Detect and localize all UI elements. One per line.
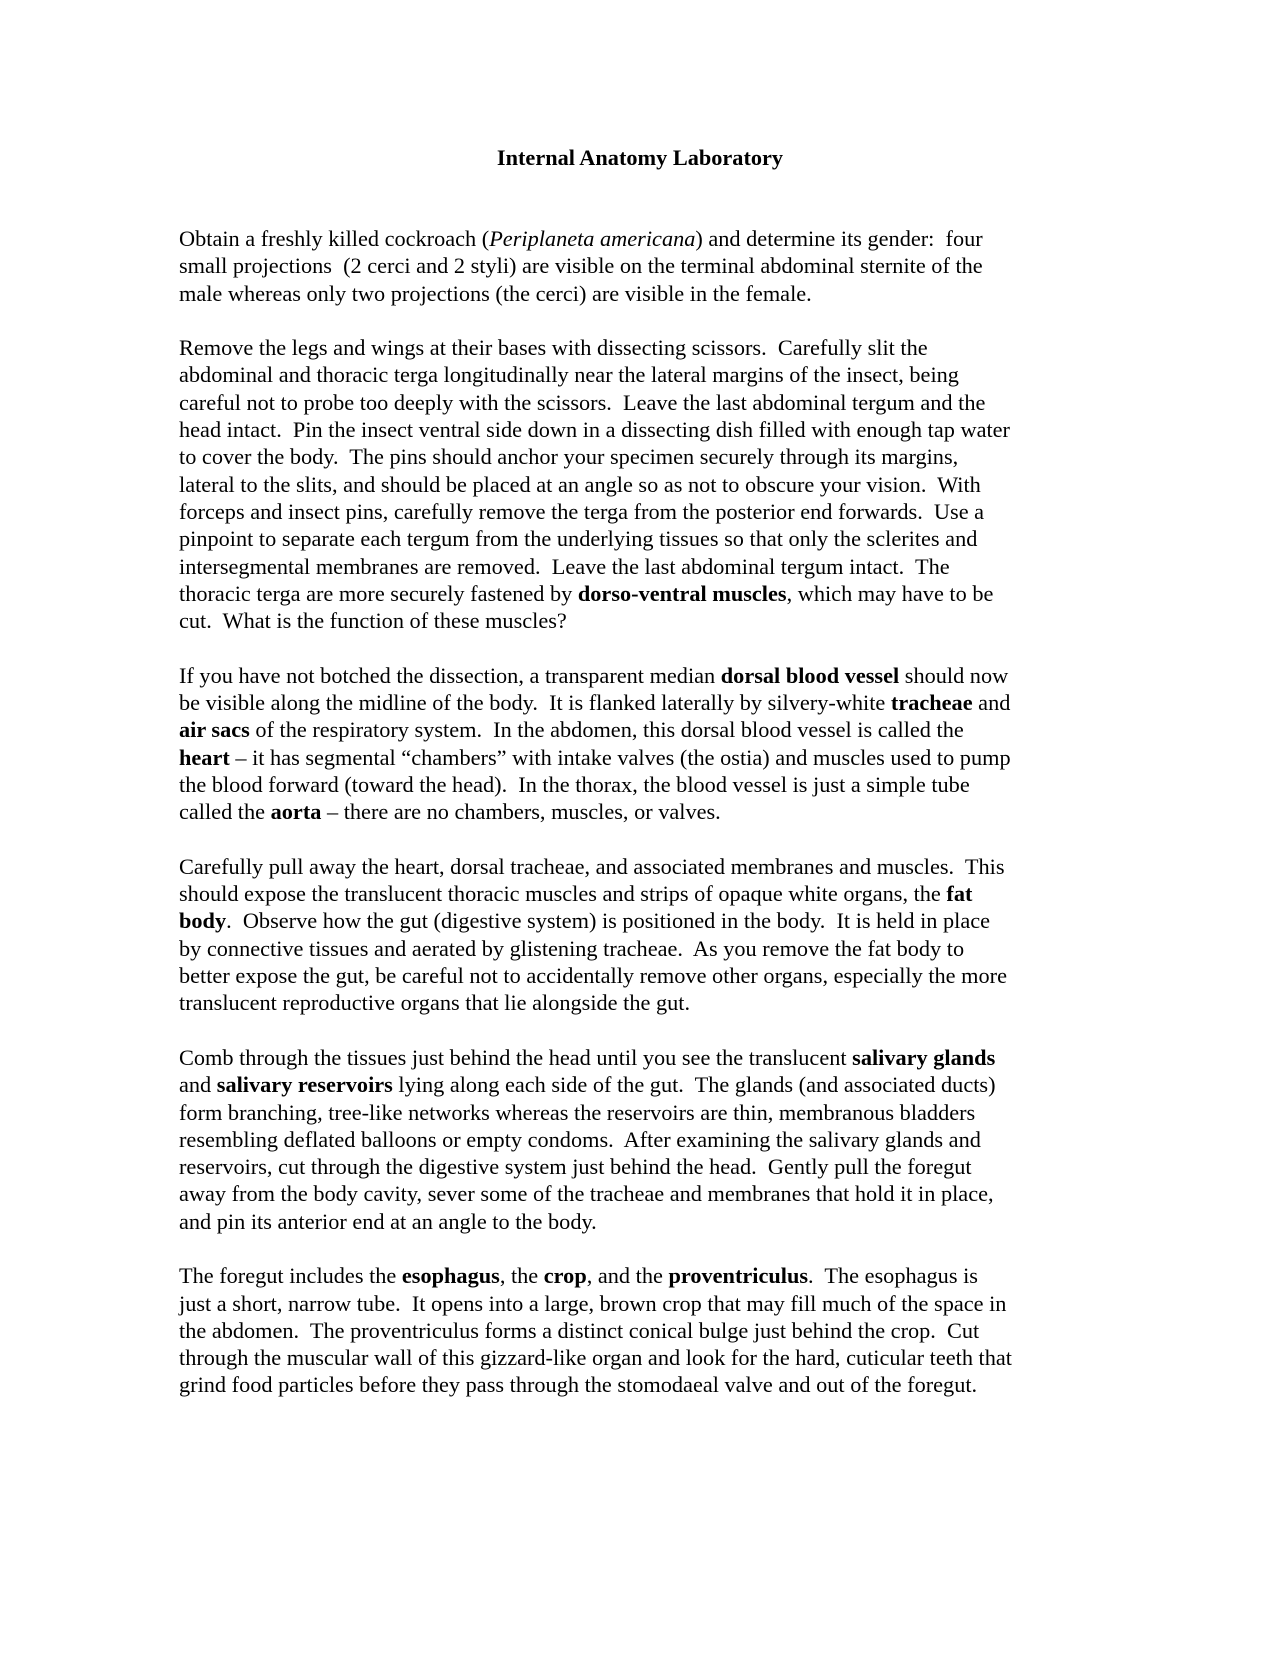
text-run: . Observe how the gut (digestive system) is positioned in the body. It is held in place [226, 908, 991, 934]
text-run: ) and determine its gender: four [695, 226, 983, 251]
document-body [179, 225, 1179, 1426]
text-run: translucent reproductive organs that lie alongside the gut. [179, 990, 691, 1016]
paragraph [179, 225, 1179, 307]
text-line [179, 443, 1179, 470]
bold-term: crop [543, 1263, 587, 1289]
text-run: , the [499, 1263, 544, 1289]
text-run: called the [179, 799, 271, 825]
text-run: should expose the translucent thoracic muscles and strips of opaque white organs, the [179, 881, 947, 907]
text-line [179, 1262, 1179, 1289]
text-run: small projections (2 cerci and 2 styli) are visible on the terminal abdominal sternite of the [179, 253, 983, 279]
text-run: and pin its anterior end at an angle to the body. [179, 1208, 597, 1234]
text-line [179, 1126, 1179, 1153]
bold-term: fat [946, 881, 973, 907]
text-run: resembling deflated balloons or empty condoms. After examining the salivary glands and [179, 1126, 981, 1152]
text-line [179, 553, 1179, 580]
text-run: cut. What is the function of these muscles? [179, 608, 567, 634]
text-run: the abdomen. The proventriculus forms a distinct conical bulge just behind the crop. Cut [179, 1317, 980, 1343]
bold-term: tracheae [890, 690, 973, 716]
text-run: Comb through the tissues just behind the head until you see the translucent [179, 1044, 853, 1070]
text-line [179, 962, 1179, 989]
text-line [179, 798, 1179, 825]
text-line [179, 1371, 1179, 1398]
bold-term: dorso-ventral muscles [577, 580, 787, 606]
bold-term: dorsal blood vessel [720, 662, 900, 688]
text-run: forceps and insect pins, carefully remove the terga from the posterior end forwards. Use a [179, 498, 985, 524]
text-line [179, 252, 1179, 279]
text-run: grind food particles before they pass through the stomodaeal valve and out of the foregut. [179, 1372, 978, 1398]
text-line [179, 1153, 1179, 1180]
text-line [179, 1290, 1179, 1317]
bold-term: body [179, 908, 227, 934]
text-line [179, 225, 1179, 252]
paragraph [179, 1044, 1179, 1235]
text-line [179, 334, 1179, 361]
text-run: through the muscular wall of this gizzard-like organ and look for the hard, cuticular teeth that [179, 1345, 1012, 1371]
text-line [179, 280, 1179, 307]
text-run: Carefully pull away the heart, dorsal tracheae, and associated membranes and muscles. This [179, 853, 1005, 879]
paragraph [179, 662, 1179, 826]
document-title: Internal Anatomy Laboratory [496, 145, 784, 170]
text-line [179, 989, 1179, 1016]
text-line [179, 689, 1179, 716]
text-line [179, 471, 1179, 498]
text-run: of the respiratory system. In the abdomen, this dorsal blood vessel is called the [249, 717, 964, 743]
text-run: better expose the gut, be careful not to accidentally remove other organs, especially the more [179, 963, 1007, 989]
text-run: Remove the legs and wings at their bases with dissecting scissors. Carefully slit the [179, 335, 928, 361]
text-run: and [179, 1072, 217, 1098]
text-run: , and the [586, 1263, 669, 1289]
text-run: pinpoint to separate each tergum from the underlying tissues so that only the sclerites and [179, 526, 978, 552]
bold-term: salivary glands [852, 1044, 996, 1070]
text-line [179, 389, 1179, 416]
text-run: reservoirs, cut through the digestive system just behind the head. Gently pull the foregut [179, 1154, 972, 1180]
text-run: head intact. Pin the insect ventral side down in a dissecting dish filled with enough tap water [179, 417, 1010, 443]
text-run: lateral to the slits, and should be placed at an angle so as not to obscure your vision. With [179, 471, 981, 497]
text-run: , which may have to be [786, 580, 994, 606]
text-line [179, 716, 1179, 743]
paragraph [179, 1262, 1179, 1398]
text-run: If you have not botched the dissection, a transparent median [179, 662, 721, 688]
italic-term: Periplaneta americana [489, 226, 696, 251]
text-run: be visible along the midline of the body. It is flanked laterally by silvery-white [179, 690, 891, 716]
text-line [179, 580, 1179, 607]
text-line [179, 907, 1179, 934]
bold-term: air sacs [179, 717, 250, 743]
text-line [179, 416, 1179, 443]
text-line [179, 1071, 1179, 1098]
text-line [179, 880, 1179, 907]
text-line [179, 361, 1179, 388]
bold-term: aorta [270, 799, 322, 825]
text-line [179, 1208, 1179, 1235]
text-run: just a short, narrow tube. It opens into a large, brown crop that may fill much of the space in [179, 1290, 1007, 1316]
text-run: abdominal and thoracic terga longitudinally near the lateral margins of the insect, being [179, 362, 959, 388]
text-line [179, 853, 1179, 880]
text-run: form branching, tree-like networks whereas the reservoirs are thin, membranous bladders [179, 1099, 976, 1125]
text-run: should now [899, 662, 1009, 688]
text-run: . The esophagus is [808, 1263, 978, 1289]
paragraph [179, 334, 1179, 634]
text-line [179, 498, 1179, 525]
text-line [179, 607, 1179, 634]
text-line [179, 1099, 1179, 1126]
paragraph [179, 853, 1179, 1017]
text-run: intersegmental membranes are removed. Leave the last abdominal tergum intact. The [179, 553, 950, 579]
text-line [179, 525, 1179, 552]
text-line [179, 1317, 1179, 1344]
text-line [179, 662, 1179, 689]
text-line [179, 935, 1179, 962]
text-line [179, 744, 1179, 771]
text-run: Obtain a freshly killed cockroach ( [179, 226, 490, 251]
bold-term: esophagus [401, 1263, 500, 1289]
text-line [179, 1180, 1179, 1207]
text-run: male whereas only two projections (the cerci) are visible in the female. [179, 280, 812, 306]
text-run: careful not to probe too deeply with the scissors. Leave the last abdominal tergum and the [179, 389, 986, 415]
text-run: lying along each side of the gut. The glands (and associated ducts) [392, 1072, 996, 1098]
text-run: the blood forward (toward the head). In the thorax, the blood vessel is just a simple tube [179, 771, 970, 797]
bold-term: heart [179, 744, 230, 770]
text-run: and [972, 690, 1011, 716]
text-run: – there are no chambers, muscles, or valves. [321, 799, 721, 825]
text-run: by connective tissues and aerated by glistening tracheae. As you remove the fat body to [179, 935, 965, 961]
bold-term: proventriculus [668, 1263, 809, 1289]
text-line [179, 1344, 1179, 1371]
text-run: – it has segmental “chambers” with intake valves (the ostia) and muscles used to pump [229, 744, 1011, 770]
text-run: thoracic terga are more securely fastened by [179, 580, 578, 606]
text-run: The foregut includes the [179, 1263, 402, 1289]
text-run: away from the body cavity, sever some of the tracheae and membranes that hold it in place, [179, 1181, 994, 1207]
bold-term: salivary reservoirs [216, 1072, 393, 1098]
text-run: to cover the body. The pins should anchor your specimen securely through its margins, [179, 444, 959, 470]
text-line [179, 771, 1179, 798]
text-line [179, 1044, 1179, 1071]
